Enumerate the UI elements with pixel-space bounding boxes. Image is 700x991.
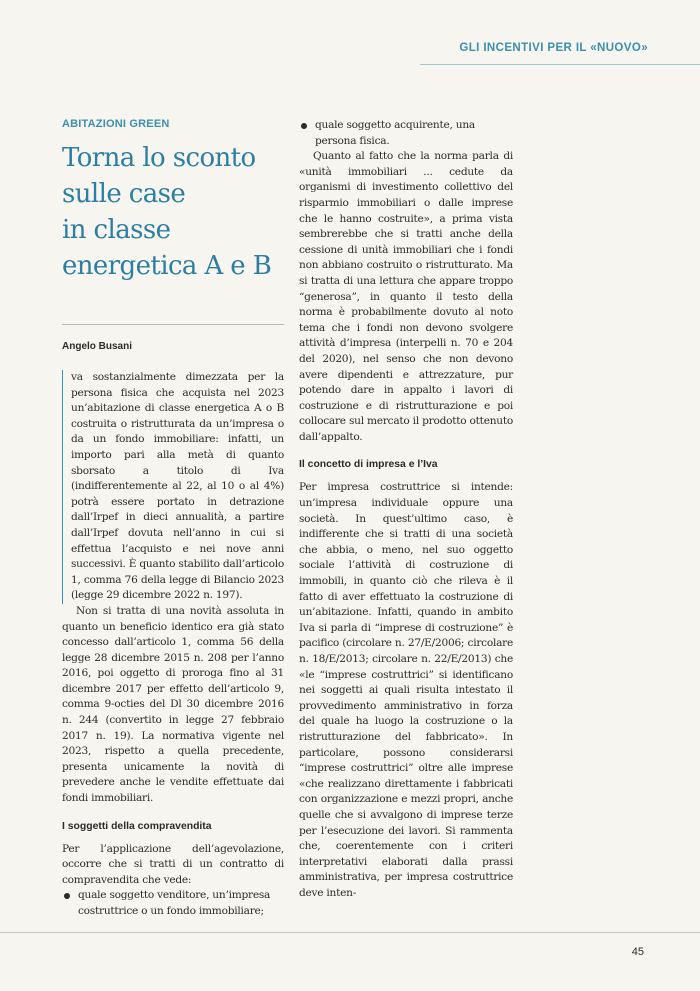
body-paragraph: Non si tratta di una novità assoluta in quanto un beneficio identico era già stato concesso dall’articolo 1, comma 56 della legge 28 dicembre 2015 n. 208 per l’anno 2016, poi oggetto di proroga fino al 31 dicembre 2017 per effetto dell’articolo 9, comma 9-octies del Dl 30 dicembre 2016 n. 244 (convertito in legge 27 febbraio 2017 n. 19). La normativa vigente nel 2023, rispetto a quella precedente, presenta unicamente la novità di prevedere anche le vendite effettuate dai fondi immobiliari. <box>62 604 284 805</box>
article-title <box>62 140 284 284</box>
bullet-dot-icon <box>64 893 70 899</box>
page-number: 45 <box>631 946 644 958</box>
body-paragraph: Quanto al fatto che la norma parla di «unità immobiliari ... cedute da organismi di investimento collettivo del risparmio immobiliari o dalle imprese che le hanno costruite», a prima vista sembrerebbe che si tratti anche della cessione di unità immobiliari che i fondi non abbiano costruito o ristrutturato. Ma si tratta di una lettura che appare troppo “generosa”, in quanto il testo della norma è probabilmente dovuto al noto tema che i fondi non devono svolgere attività d’impresa (interpelli n. 70 e 204 del 2020), nel senso che non devono avere dipendenti e attrezzature, pur potendo dare in appalto i lavori di costruzione e di ristrutturazione e poi collocare sul mercato il prodotto ottenuto dall’appalto. <box>299 150 513 443</box>
bullet-item <box>62 888 284 919</box>
subheading: I soggetti della compravendita <box>62 820 212 832</box>
title-line: Torna lo sconto <box>62 143 256 173</box>
bullet-item <box>299 118 513 149</box>
title-line: sulle case <box>62 179 186 209</box>
right-column <box>299 118 513 902</box>
author-byline: Angelo Busani <box>62 341 133 352</box>
body-paragraph: va sostanzialmente dimezzata per la persona fisica che acquista nel 2023 un’abitazione di classe energetica A o B costruita o ristrutturata da un’impresa o da un fondo immobiliare: infatti, un importo pari alla metà di quanto sborsato a titolo di Iva (indifferentemente al 22, al 10 o al 4%) potrà essere portato in detrazione dall’Irpef in dieci annualità, a partire dall’Irpef dovuta nell’anno in cui si effettua l’acquisto e nei nove anni successivi. È quanto stabilito dall’articolo 1, comma 76 della legge di Bilancio 2023 (legge 29 dicembre 2022 n. 197). <box>62 370 284 604</box>
article-kicker: ABITAZIONI GREEN <box>62 118 170 130</box>
bullet-text: quale soggetto venditore, un’impresa costruttrice o un fondo immobiliare; <box>78 889 271 917</box>
title-line: energetica A e B <box>62 251 272 281</box>
bullet-dot-icon <box>301 123 307 129</box>
title-divider <box>62 324 284 325</box>
left-column <box>62 118 284 920</box>
section-label: GLI INCENTIVI PER IL «NUOVO» <box>459 42 648 54</box>
footer-divider <box>0 932 700 933</box>
page-header <box>0 0 700 70</box>
body-paragraph: Per impresa costruttrice si intende: un’impresa individuale oppure una società. In quest’ultimo caso, è indifferente che si tratti di una società che abbia, o meno, nel suo oggetto sociale l’attività di costruzione di immobili, in quanto ciò che rileva è il fatto di aver effettuato la costruzione di un’abitazione. Infatti, quando in ambito Iva si parla di “imprese di costruzione” è pacifico (circolare n. 27/E/2006; circolare n. 18/E/2013; circolare n. 22/E/2013) che «le “imprese costruttrici” si identificano nei soggetti ai quali risulta intestato il provvedimento amministrativo in forza del quale ha luogo la costruzione o la ristrutturazione del fabbricato». In particolare, possono considerarsi “imprese costruttrici” oltre alle imprese «che realizzano direttamente i fabbricati con organizzazione e mezzi propri, anche quelle che si avvalgono di imprese terze per l’esecuzione dei lavori. Si rammenta che, coerentemente con i criteri interpretativi elaborati dalla prassi amministrativa, per impresa costruttrice deve inten- <box>299 481 513 899</box>
bullet-text: quale soggetto acquirente, una persona fisica. <box>315 119 475 147</box>
bullet-list <box>299 118 513 149</box>
title-line: in classe <box>62 215 171 245</box>
bullet-list <box>62 888 284 919</box>
subheading: Il concetto di impresa e l’Iva <box>299 459 438 471</box>
body-paragraph: Per l’applicazione dell’agevolazione, occorre che si tratti di un contratto di compravendita che vede: <box>62 842 284 886</box>
header-divider <box>420 64 700 65</box>
